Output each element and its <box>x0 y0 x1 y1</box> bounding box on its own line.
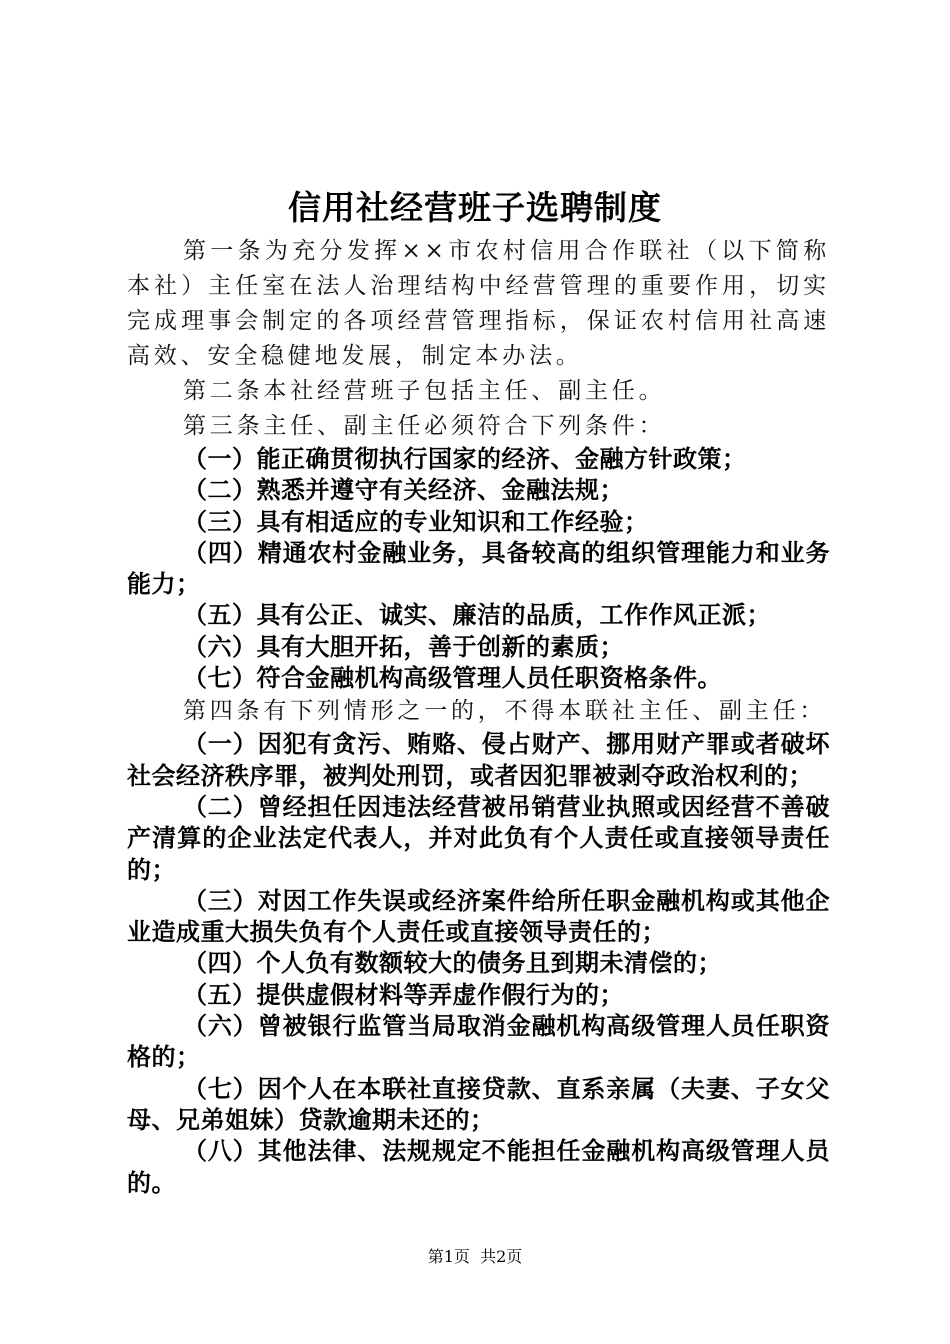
paragraph: （四）精通农村金融业务，具备较高的组织管理能力和业务能力； <box>127 538 830 599</box>
paragraph: （二）熟悉并遵守有关经济、金融法规； <box>183 476 624 505</box>
page-total: 共2页 <box>480 1247 523 1266</box>
paragraph: （八）其他法律、法规规定不能担任金融机构高级管理人员的。 <box>127 1137 830 1197</box>
paragraph: （七）符合金融机构高级管理人员任职资格条件。 <box>183 664 722 693</box>
page-number: 第1页 <box>427 1247 470 1266</box>
paragraph: （一）因犯有贪污、贿赂、侵占财产、挪用财产罪或者破坏社会经济秩序罪，被判处刑罚，或者因犯罪被剥夺政治权利的； <box>127 730 830 790</box>
paragraph: 第一条为充分发挥××市农村信用合作联社（以下简称本社）主任室在法人治理结构中经营管理的重要作用，切实完成理事会制定的各项经营管理指标，保证农村信用社高速高效、安全稳健地发展，制定本办法。 <box>127 238 830 369</box>
paragraph: （三）对因工作失误或经济案件给所任职金融机构或其他企业造成重大损失负有个人责任或直接领导责任的； <box>127 886 830 947</box>
paragraph: 第三条主任、副主任必须符合下列条件： <box>183 413 666 439</box>
paragraph: （三）具有相适应的专业知识和工作经验； <box>183 507 649 536</box>
paragraph: （一）能正确贯彻执行国家的经济、金融方针政策； <box>183 445 747 473</box>
paragraph: （二）曾经担任因违法经营被吊销营业执照或因经营不善破产清算的企业法定代表人，并对此负有个人责任或直接领导责任的； <box>127 792 830 884</box>
document-body <box>127 234 830 1199</box>
paragraph: 第二条本社经营班子包括主任、副主任。 <box>183 378 666 404</box>
document-title: 信用社经营班子选聘制度 <box>288 188 662 227</box>
paragraph: （四）个人负有数额较大的债务且到期未清偿的； <box>183 949 722 978</box>
paragraph: （七）因个人在本联社直接贷款、直系亲属（夫妻、子女父母、兄弟姐妹）贷款逾期未还的； <box>127 1074 830 1134</box>
paragraph: （六）具有大胆开拓，善于创新的素质； <box>183 632 624 661</box>
paragraph: （五）具有公正、诚实、廉洁的品质，工作作风正派； <box>183 601 771 630</box>
page-footer <box>0 1245 950 1269</box>
paragraph: 第四条有下列情形之一的，不得本联社主任、副主任： <box>183 698 827 725</box>
paragraph: （五）提供虚假材料等弄虚作假行为的； <box>183 980 624 1009</box>
paragraph: （六）曾被银行监管当局取消金融机构高级管理人员任职资格的； <box>127 1012 830 1072</box>
